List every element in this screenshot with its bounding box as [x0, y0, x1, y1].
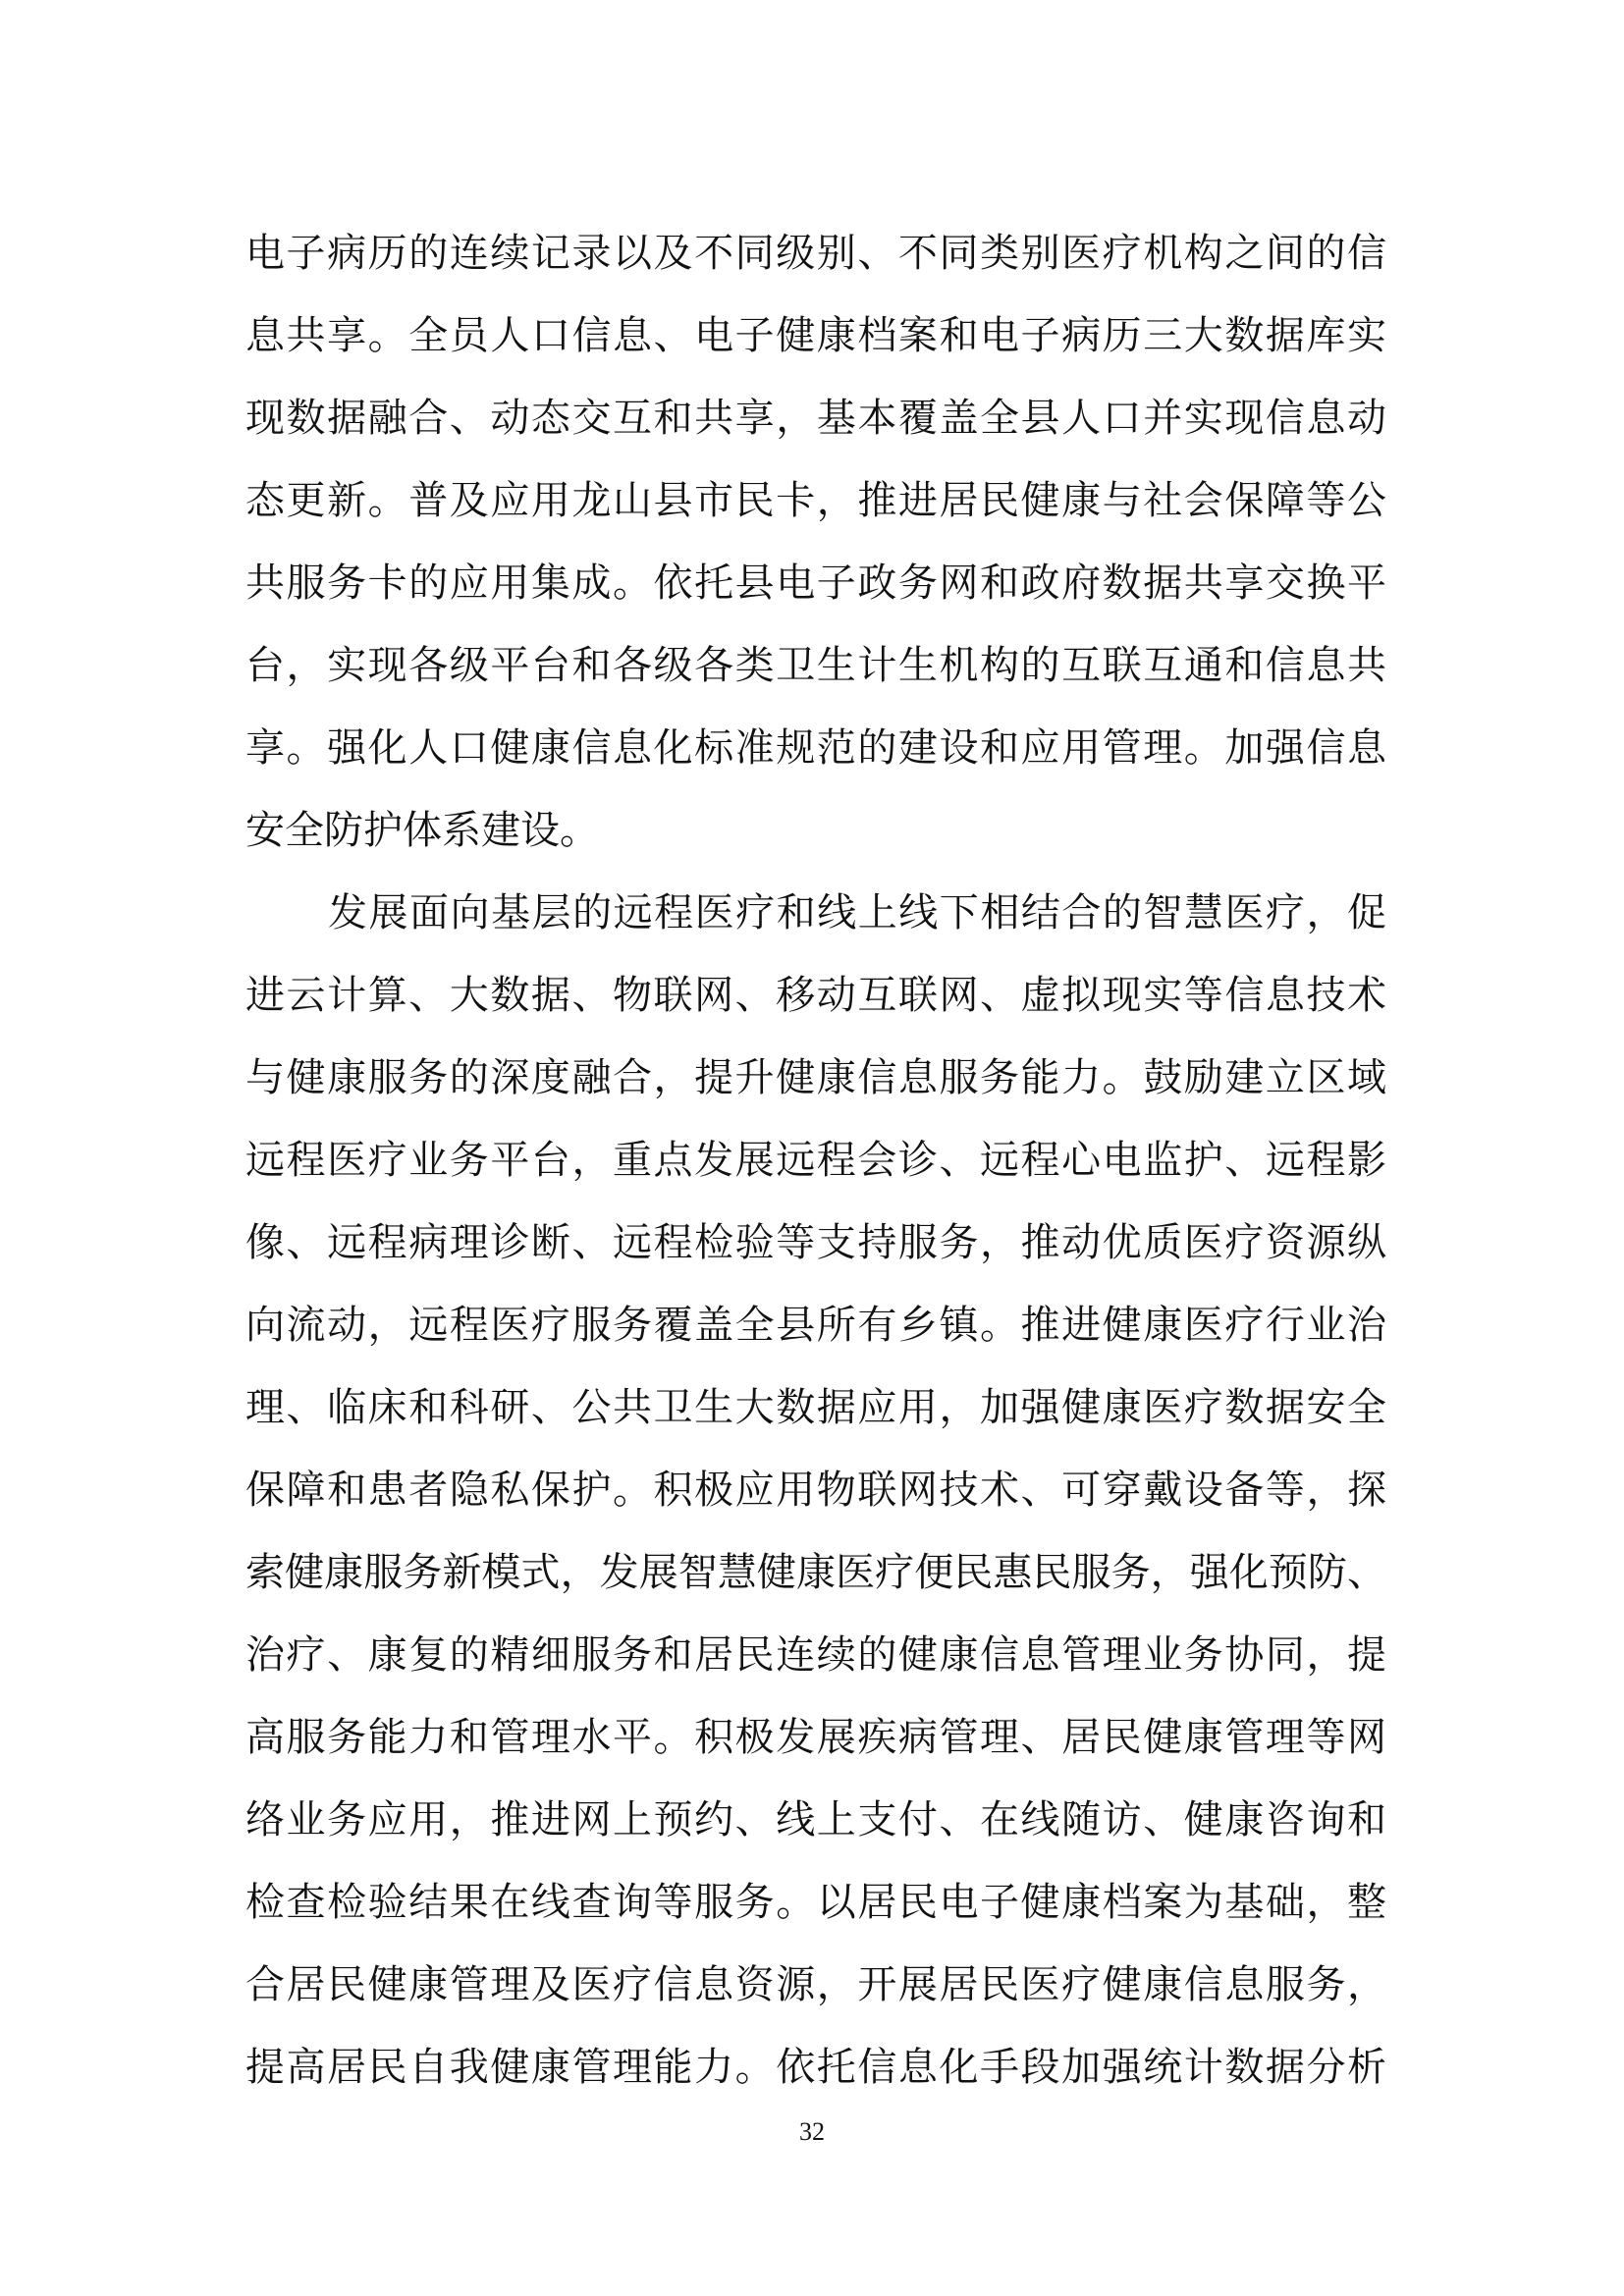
- paragraph-2-line-3: 与健康服务的深度融合，提升健康信息服务能力。鼓励建立区域: [245, 1055, 1386, 1100]
- paragraph-1-line-2: 息共享。全员人口信息、电子健康档案和电子病历三大数据库实: [245, 313, 1386, 358]
- paragraph-2-line-2: 进云计算、大数据、物联网、移动互联网、虚拟现实等信息技术: [245, 973, 1386, 1018]
- body-text: [245, 212, 1386, 2109]
- paragraph-1-line-1: 电子病历的连续记录以及不同级别、不同类别医疗机构之间的信: [245, 231, 1386, 276]
- paragraph-2-line-10: 治疗、康复的精细服务和居民连续的健康信息管理业务协同，提: [245, 1632, 1386, 1678]
- paragraph-2-line-14: 合居民健康管理及医疗信息资源，开展居民医疗健康信息服务，: [245, 1962, 1386, 2007]
- paragraph-2-line-7: 理、临床和科研、公共卫生大数据应用，加强健康医疗数据安全: [245, 1385, 1386, 1430]
- paragraph-1-line-3: 现数据融合、动态交互和共享，基本覆盖全县人口并实现信息动: [245, 396, 1386, 441]
- paragraph-1-line-8: 安全防护体系建设。: [245, 808, 599, 853]
- paragraph-2-line-8: 保障和患者隐私保护。积极应用物联网技术、可穿戴设备等，探: [245, 1468, 1386, 1513]
- paragraph-2-line-11: 高服务能力和管理水平。积极发展疾病管理、居民健康管理等网: [245, 1715, 1386, 1760]
- paragraph-2-line-4: 远程医疗业务平台，重点发展远程会诊、远程心电监护、远程影: [245, 1138, 1386, 1183]
- paragraph-1-line-7: 享。强化人口健康信息化标准规范的建设和应用管理。加强信息: [245, 725, 1386, 771]
- paragraph-2-line-1: 发展面向基层的远程医疗和线上线下相结合的智慧医疗，促: [328, 890, 1386, 935]
- paragraph-2-line-15: 提高居民自我健康管理能力。依托信息化手段加强统计数据分析: [245, 2045, 1386, 2090]
- paragraph-2-line-5: 像、远程病理诊断、远程检验等支持服务，推动优质医疗资源纵: [245, 1220, 1386, 1265]
- paragraph-1-line-4: 态更新。普及应用龙山县市民卡，推进居民健康与社会保障等公: [245, 478, 1386, 523]
- paragraph-2-line-6: 向流动，远程医疗服务覆盖全县所有乡镇。推进健康医疗行业治: [245, 1303, 1386, 1348]
- paragraph-2-line-12: 络业务应用，推进网上预约、线上支付、在线随访、健康咨询和: [245, 1797, 1386, 1842]
- paragraph-1-line-6: 台，实现各级平台和各级各类卫生计生机构的互联互通和信息共: [245, 643, 1386, 688]
- page-number: 32: [799, 2117, 825, 2146]
- paragraph-2-line-13: 检查检验结果在线查询等服务。以居民电子健康档案为基础，整: [245, 1880, 1386, 1925]
- paragraph-2-line-9: 索健康服务新模式，发展智慧健康医疗便民惠民服务，强化预防、: [245, 1550, 1386, 1595]
- paragraph-1-line-5: 共服务卡的应用集成。依托县电子政务网和政府数据共享交换平: [245, 561, 1386, 606]
